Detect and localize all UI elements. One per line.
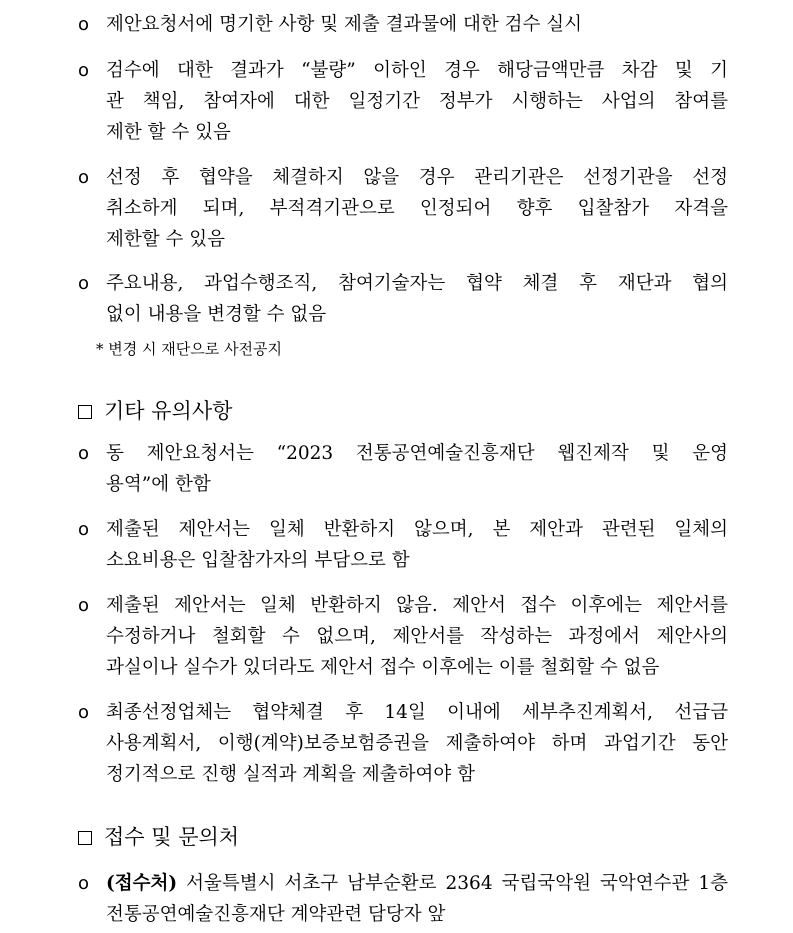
item-line: 제출된 제안서는 일체 반환하지 않으며, 본 제안과 관련된 일체의 <box>106 519 728 540</box>
item-line: 없이 내용을 변경할 수 없음 <box>106 304 327 325</box>
item-line: 선정 후 협약을 체결하지 않을 경우 관리기관은 선정기관을 선정 <box>106 167 728 188</box>
checkbox-square-icon <box>78 831 92 845</box>
item-line: 취소하게 되며, 부적격기관으로 인정되어 향후 입찰참가 자격을 <box>106 198 728 219</box>
section-title: 기타 유의사항 <box>104 399 233 423</box>
item-line: 사용계획서, 이행(계약)보증보험증권을 제출하여야 하며 과업기간 동안 <box>106 733 728 754</box>
checkbox-square-icon <box>78 405 92 419</box>
note-text: 변경 시 재단으로 사전공지 <box>108 340 282 358</box>
item-line: 제한할 수 있음 <box>106 229 225 250</box>
section-heading <box>78 396 232 426</box>
contact-line <box>78 868 728 899</box>
item-line: 수정하거나 철회할 수 없으며, 제안서를 작성하는 과정에서 제안사의 <box>106 626 728 647</box>
item-line: 동 제안요청서는 “2023 전통공연예술진흥재단 웹진제작 및 운영 <box>106 443 728 464</box>
list-item <box>78 9 728 40</box>
list-item <box>78 438 728 500</box>
item-line: 관 책임, 참여자에 대한 일정기간 정부가 시행하는 사업의 참여를 <box>106 91 728 112</box>
item-line: 제한 할 수 있음 <box>106 122 231 143</box>
item-line: 제출된 제안서는 일체 반환하지 않음. 제안서 접수 이후에는 제안서를 <box>106 595 728 616</box>
contact-label: (접수처) <box>106 873 178 894</box>
item-line: 정기적으로 진행 실적과 계획을 제출하여야 함 <box>106 764 475 785</box>
item-line: 과실이나 실수가 있더라도 제안서 접수 이후에는 이를 철회할 수 없음 <box>106 657 660 678</box>
item-line: 주요내용, 과업수행조직, 참여기술자는 협약 체결 후 재단과 협의 <box>106 273 728 294</box>
item-line: 용역”에 한함 <box>106 474 211 495</box>
section-heading <box>78 822 239 852</box>
bullet-marker: o <box>78 443 90 464</box>
list-item <box>78 590 728 683</box>
list-item <box>78 268 728 330</box>
bullet-marker: o <box>78 519 90 540</box>
item-line: 검수에 대한 결과가 “불량” 이하인 경우 해당금액만큼 차감 및 기 <box>106 60 728 81</box>
bullet-marker: o <box>78 595 90 616</box>
list-item <box>78 868 728 930</box>
item-line: 최종선정업체는 협약체결 후 14일 이내에 세부추진계획서, 선급금 <box>106 702 728 723</box>
item-line: 제안요청서에 명기한 사항 및 제출 결과물에 대한 검수 실시 <box>106 14 582 35</box>
bullet-marker: o <box>78 702 90 723</box>
section-title: 접수 및 문의처 <box>104 825 240 849</box>
list-item <box>78 514 728 576</box>
footnote <box>96 338 282 360</box>
item-line: 소요비용은 입찰참가자의 부담으로 함 <box>106 550 410 571</box>
note-marker: * <box>96 340 104 358</box>
bullet-marker: o <box>78 14 90 35</box>
bullet-marker: o <box>78 167 90 188</box>
bullet-marker: o <box>78 873 90 894</box>
list-item <box>78 697 728 790</box>
list-item <box>78 55 728 148</box>
list-item <box>78 162 728 255</box>
bullet-marker: o <box>78 273 90 294</box>
contact-address: 서울특별시 서초구 남부순환로 2364 국립국악원 국악연수관 1층 <box>186 873 728 894</box>
bullet-marker: o <box>78 60 90 81</box>
contact-line: 전통공연예술진흥재단 계약관련 담당자 앞 <box>106 904 446 925</box>
